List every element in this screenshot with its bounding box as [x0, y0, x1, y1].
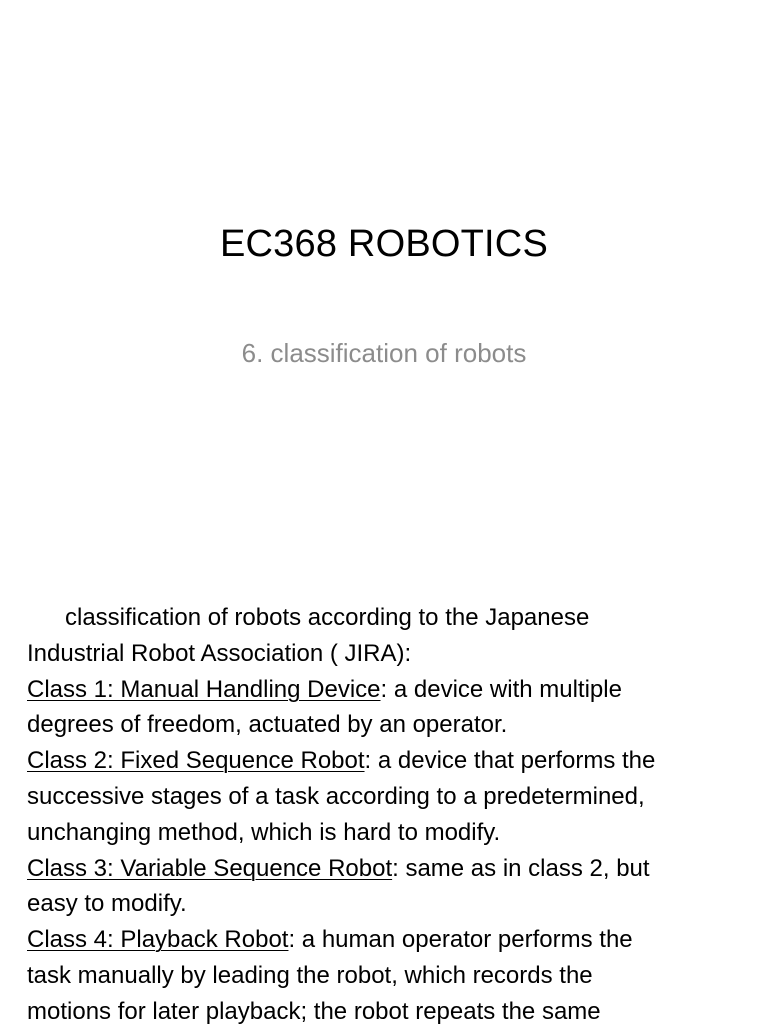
class-3-text: easy to modify.: [27, 890, 187, 918]
page-subtitle: 6. classification of robots: [241, 338, 527, 368]
class-4-text: : a human operator performs the: [288, 926, 633, 954]
body-text: [27, 600, 757, 1030]
class-1-line: [27, 672, 757, 708]
class-2-text: successive stages of a task according to a predetermined,: [27, 782, 645, 810]
class-1-text: degrees of freedom, actuated by an operator.: [27, 711, 508, 739]
class-1-text: : a device with multiple: [380, 675, 622, 703]
intro-line: Industrial Robot Association ( JIRA):: [27, 639, 412, 667]
class-4-text: motions for later playback; the robot repeats the same: [27, 997, 601, 1025]
class-2-text: : a device that performs the: [364, 747, 656, 775]
class-2-text: unchanging method, which is hard to modify.: [27, 818, 501, 846]
class-3-text: : same as in class 2, but: [392, 854, 650, 882]
class-2-line: [27, 743, 757, 779]
intro-line: classification of robots according to the Japanese: [65, 604, 590, 631]
class-4-line: [27, 922, 757, 958]
class-3-label: Class 3: Variable Sequence Robot: [27, 854, 393, 882]
class-4-label: Class 4: Playback Robot: [27, 926, 289, 954]
class-1-label: Class 1: Manual Handling Device: [27, 675, 381, 703]
class-4-text: task manually by leading the robot, which records the: [27, 961, 593, 989]
page-title: EC368 ROBOTICS: [219, 223, 548, 265]
class-2-label: Class 2: Fixed Sequence Robot: [27, 747, 365, 775]
class-3-line: [27, 851, 757, 887]
